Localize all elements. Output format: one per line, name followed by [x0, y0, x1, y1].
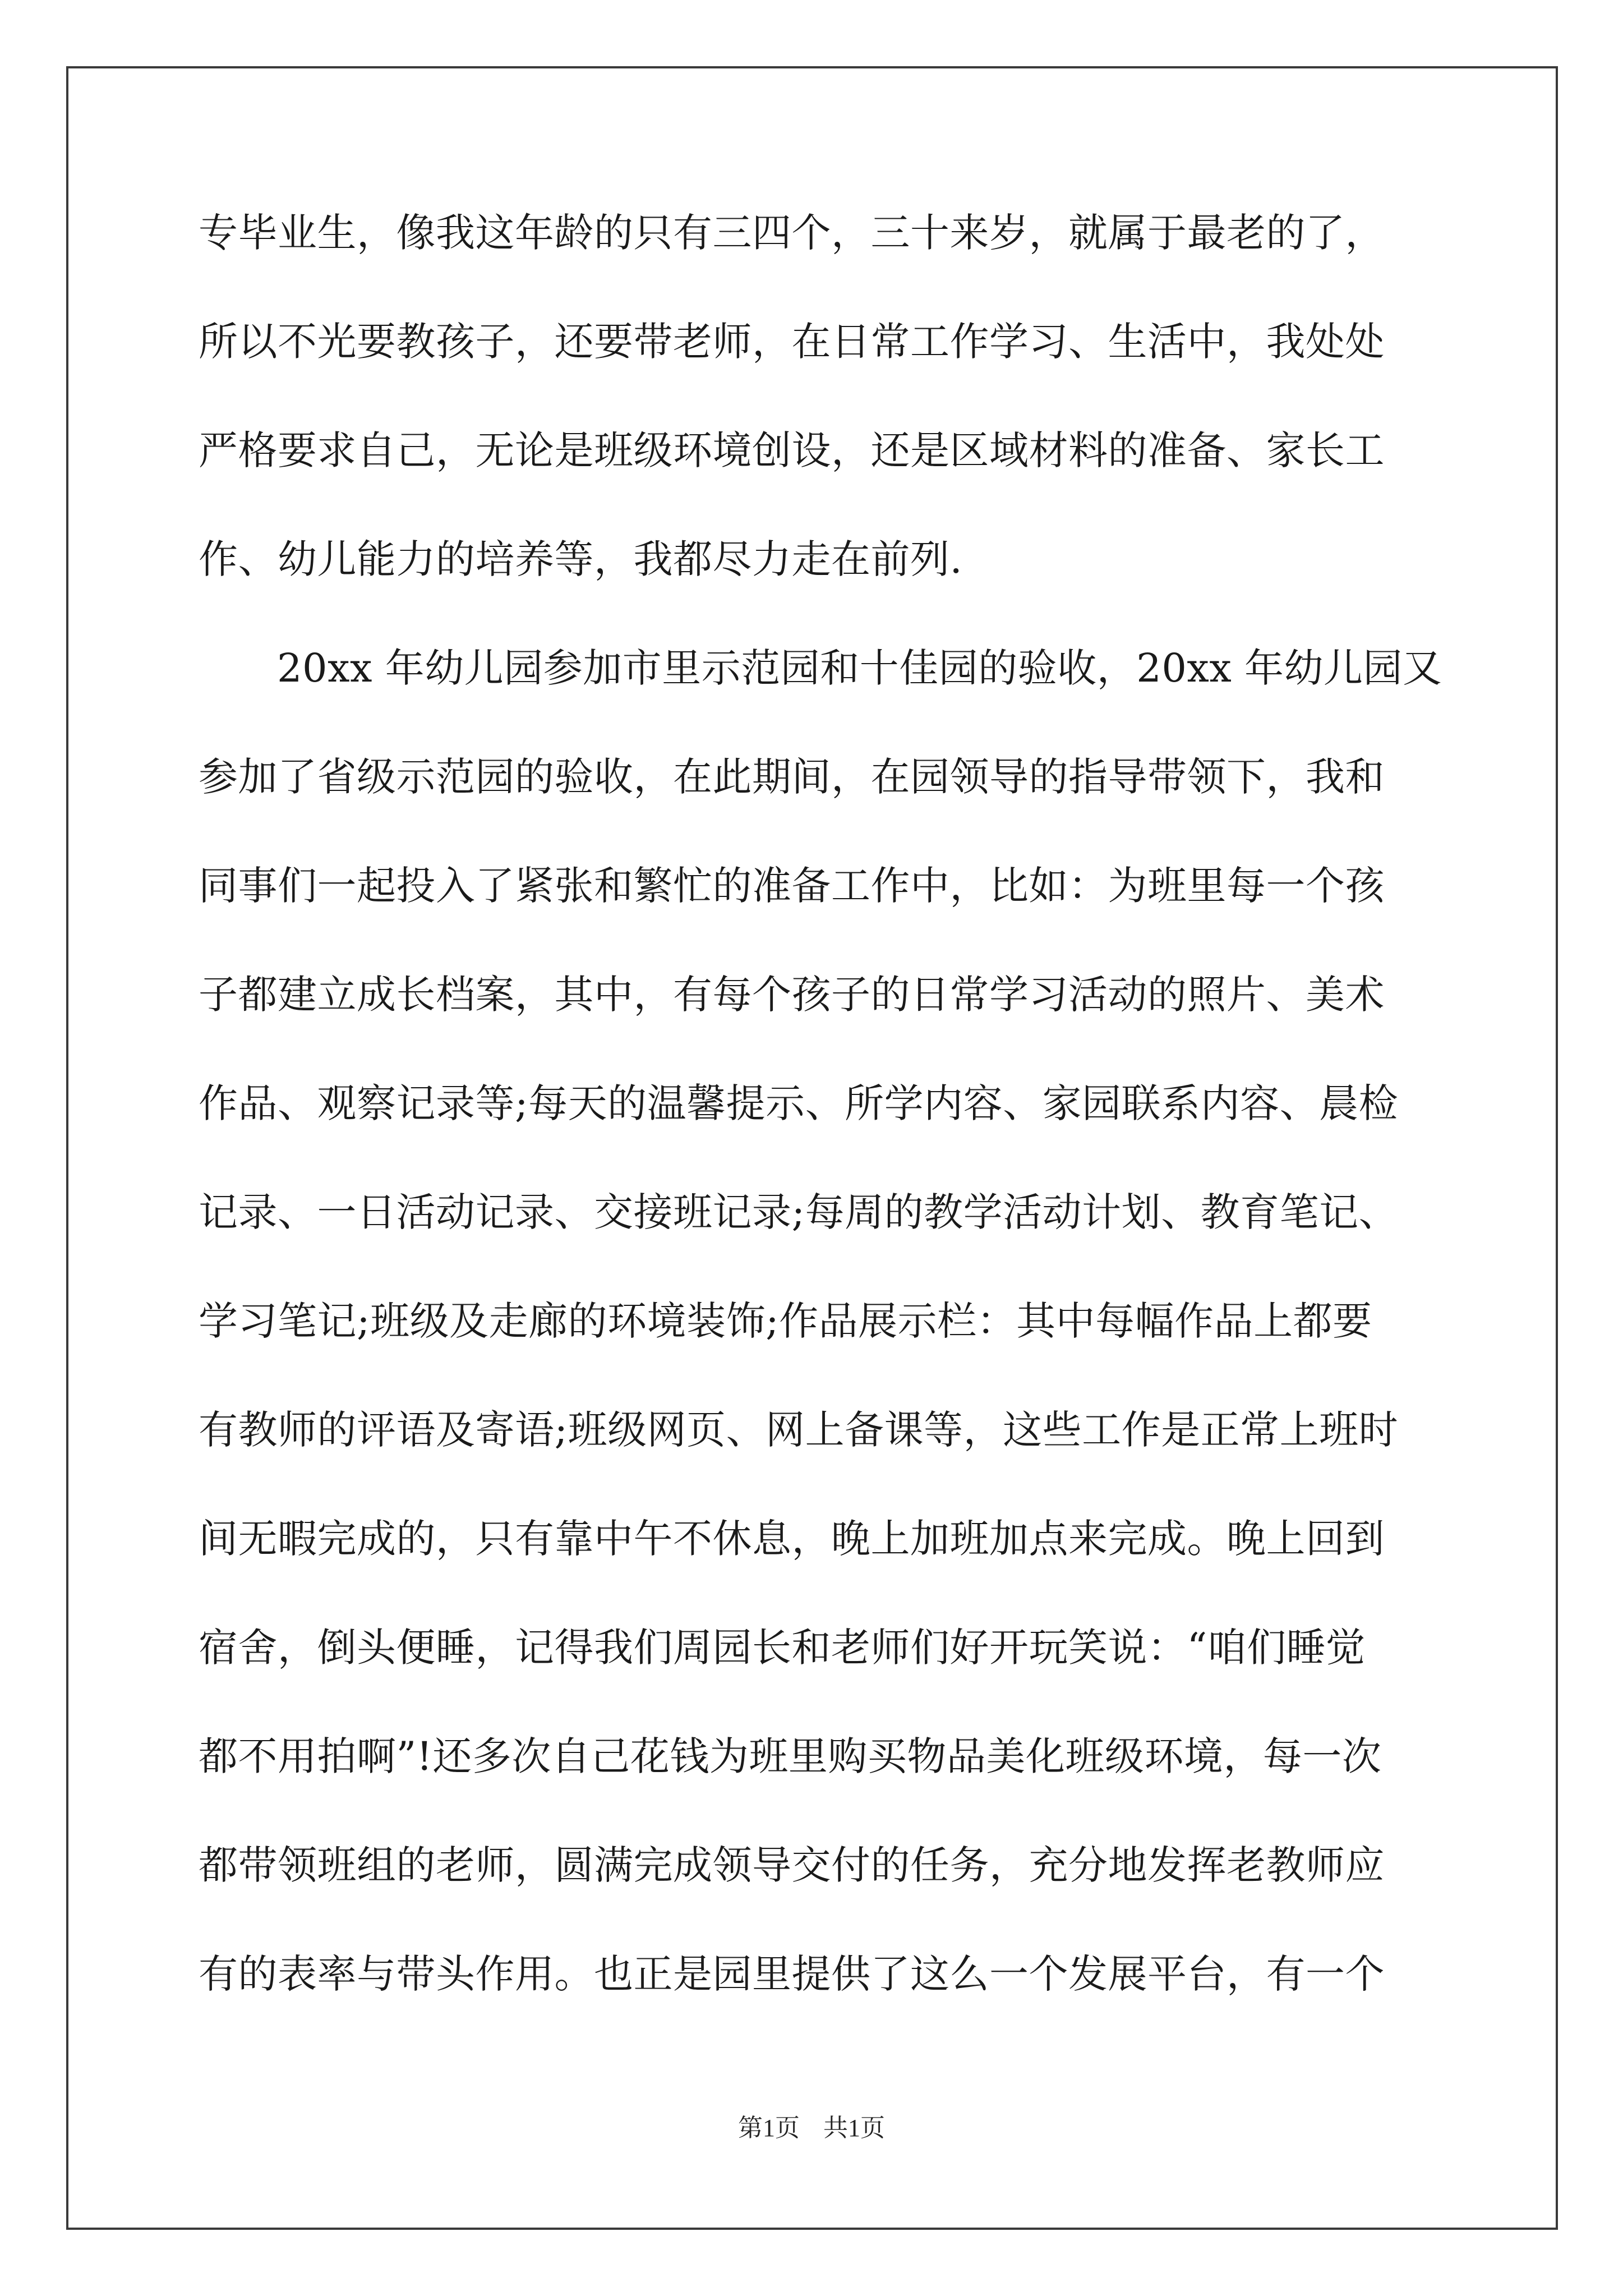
page-footer	[0, 2111, 1623, 2145]
text-line: 记录、一日活动记录、交接班记录;每周的教学活动计划、教育笔记、	[199, 1189, 1399, 1235]
paragraph-first-line: 20xx 年幼儿园参加市里示范园和十佳园的验收，20xx 年幼儿园又	[277, 645, 1442, 691]
text-line: 子都建立成长档案，其中，有每个孩子的日常学习活动的照片、美术	[199, 972, 1385, 1018]
text-line: 作品、观察记录等;每天的温馨提示、所学内容、家园联系内容、晨检	[199, 1080, 1399, 1126]
text-line: 有的表率与带头作用。也正是园里提供了这么一个发展平台，有一个	[199, 1951, 1385, 1997]
text-line: 学习笔记;班级及走廊的环境装饰;作品展示栏：其中每幅作品上都要	[199, 1298, 1372, 1344]
text-line: 所以不光要教孩子，还要带老师，在日常工作学习、生活中，我处处	[199, 319, 1385, 365]
text-line: 都不用拍啊”!还多次自己花钱为班里购买物品美化班级环境，每一次	[199, 1733, 1382, 1779]
text-line: 都带领班组的老师，圆满完成领导交付的任务，充分地发挥老教师应	[199, 1842, 1385, 1888]
text-line: 专毕业生，像我这年龄的只有三四个，三十来岁，就属于最老的了，	[199, 210, 1385, 256]
page-total: 共1页	[823, 2114, 885, 2142]
text-line: 参加了省级示范园的验收，在此期间，在园领导的指导带领下，我和	[199, 754, 1385, 800]
text-line: 严格要求自己，无论是班级环境创设，还是区域材料的准备、家长工	[199, 427, 1385, 473]
page-number: 第1页	[738, 2114, 800, 2142]
document-body	[199, 202, 1488, 2052]
text-line: 间无暇完成的，只有靠中午不休息，晚上加班加点来完成。晚上回到	[199, 1516, 1385, 1562]
text-line: 宿舍，倒头便睡，记得我们周园长和老师们好开玩笑说：“咱们睡觉	[199, 1625, 1366, 1671]
text-line: 同事们一起投入了紧张和繁忙的准备工作中，比如：为班里每一个孩	[199, 863, 1385, 909]
text-line: 作、幼儿能力的培养等，我都尽力走在前列.	[199, 536, 963, 582]
text-line: 有教师的评语及寄语;班级网页、网上备课等，这些工作是正常上班时	[199, 1407, 1399, 1453]
